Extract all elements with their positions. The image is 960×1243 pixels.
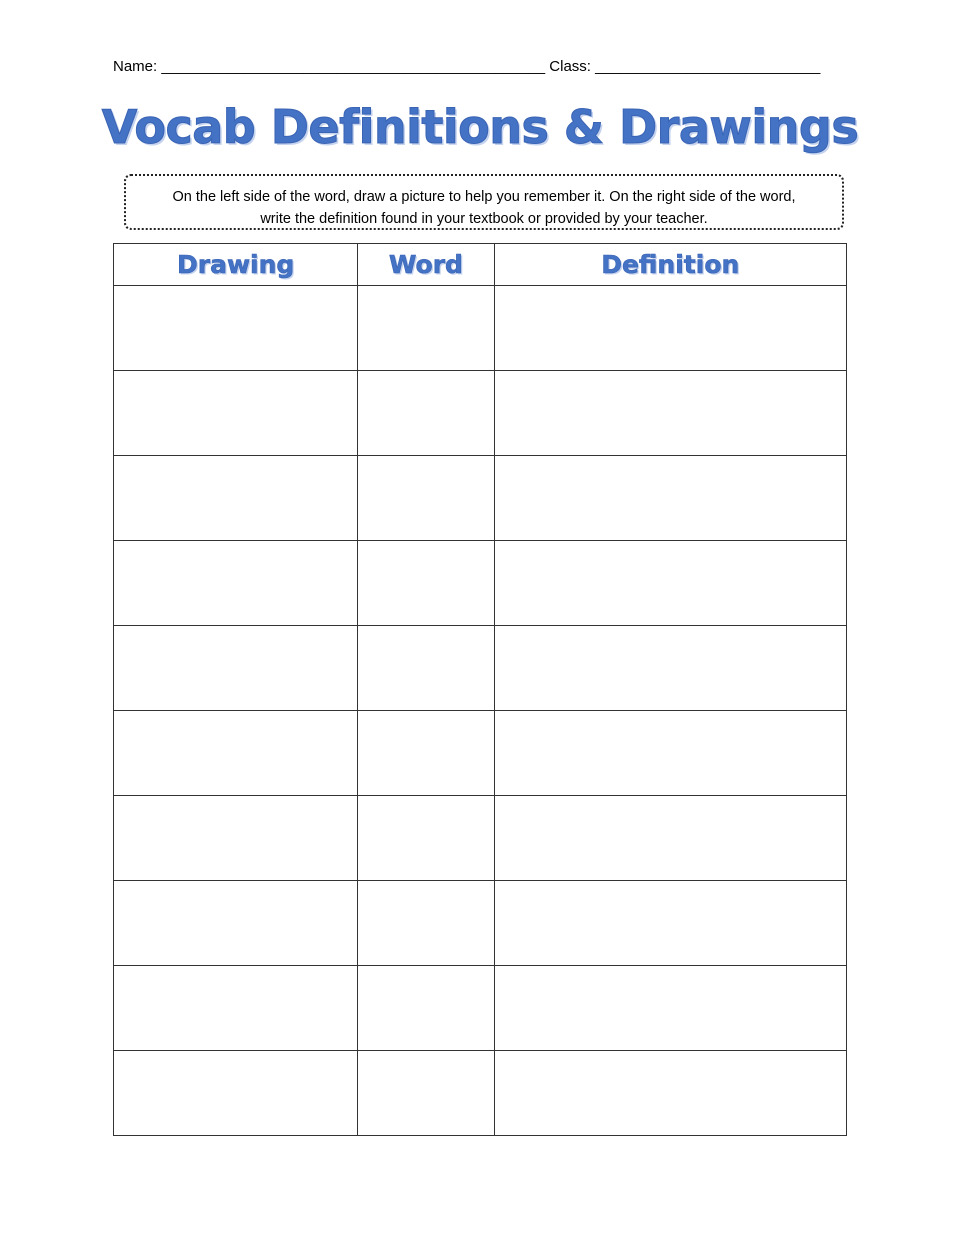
class-blank[interactable]: ___________________________ [595,58,821,75]
drawing-cell[interactable] [114,711,358,796]
name-class-line [113,58,853,75]
drawing-cell[interactable] [114,881,358,966]
word-cell[interactable] [358,711,494,796]
word-cell[interactable] [358,966,494,1051]
drawing-cell[interactable] [114,1051,358,1136]
drawing-cell[interactable] [114,796,358,881]
page-title: Vocab Definitions & Drawings [101,100,859,154]
definition-cell[interactable] [494,286,847,371]
table-row [114,626,847,711]
definition-cell[interactable] [494,966,847,1051]
definition-column-header: Definition [494,244,847,286]
table-header-row [114,244,847,286]
table-row [114,881,847,966]
word-cell[interactable] [358,371,494,456]
table-row [114,966,847,1051]
table-row [114,541,847,626]
instructions-line-1: On the left side of the word, draw a picture to help you remember it. On the right side of the word, [172,189,796,205]
instructions-line-2: write the definition found in your textbook or provided by your teacher. [260,211,708,227]
word-column-header: Word [358,244,494,286]
vocab-table-body [114,286,847,1136]
word-cell[interactable] [358,541,494,626]
drawing-cell[interactable] [114,966,358,1051]
name-label: Name: [113,58,158,75]
definition-cell[interactable] [494,881,847,966]
table-row [114,286,847,371]
word-cell[interactable] [358,626,494,711]
table-row [114,1051,847,1136]
definition-cell[interactable] [494,541,847,626]
drawing-cell[interactable] [114,541,358,626]
drawing-cell[interactable] [114,626,358,711]
drawing-cell[interactable] [114,286,358,371]
instructions-box [124,174,844,230]
definition-cell[interactable] [494,371,847,456]
drawing-cell[interactable] [114,456,358,541]
table-row [114,796,847,881]
vocab-table [113,243,847,1136]
class-label: Class: [549,58,591,75]
table-row [114,711,847,796]
name-blank[interactable]: ______________________________________________ [161,58,546,75]
word-cell[interactable] [358,1051,494,1136]
word-cell[interactable] [358,286,494,371]
word-cell[interactable] [358,456,494,541]
definition-cell[interactable] [494,626,847,711]
definition-cell[interactable] [494,1051,847,1136]
word-cell[interactable] [358,881,494,966]
table-row [114,371,847,456]
word-cell[interactable] [358,796,494,881]
definition-cell[interactable] [494,456,847,541]
definition-cell[interactable] [494,796,847,881]
drawing-column-header: Drawing [114,244,358,286]
definition-cell[interactable] [494,711,847,796]
drawing-cell[interactable] [114,371,358,456]
table-row [114,456,847,541]
